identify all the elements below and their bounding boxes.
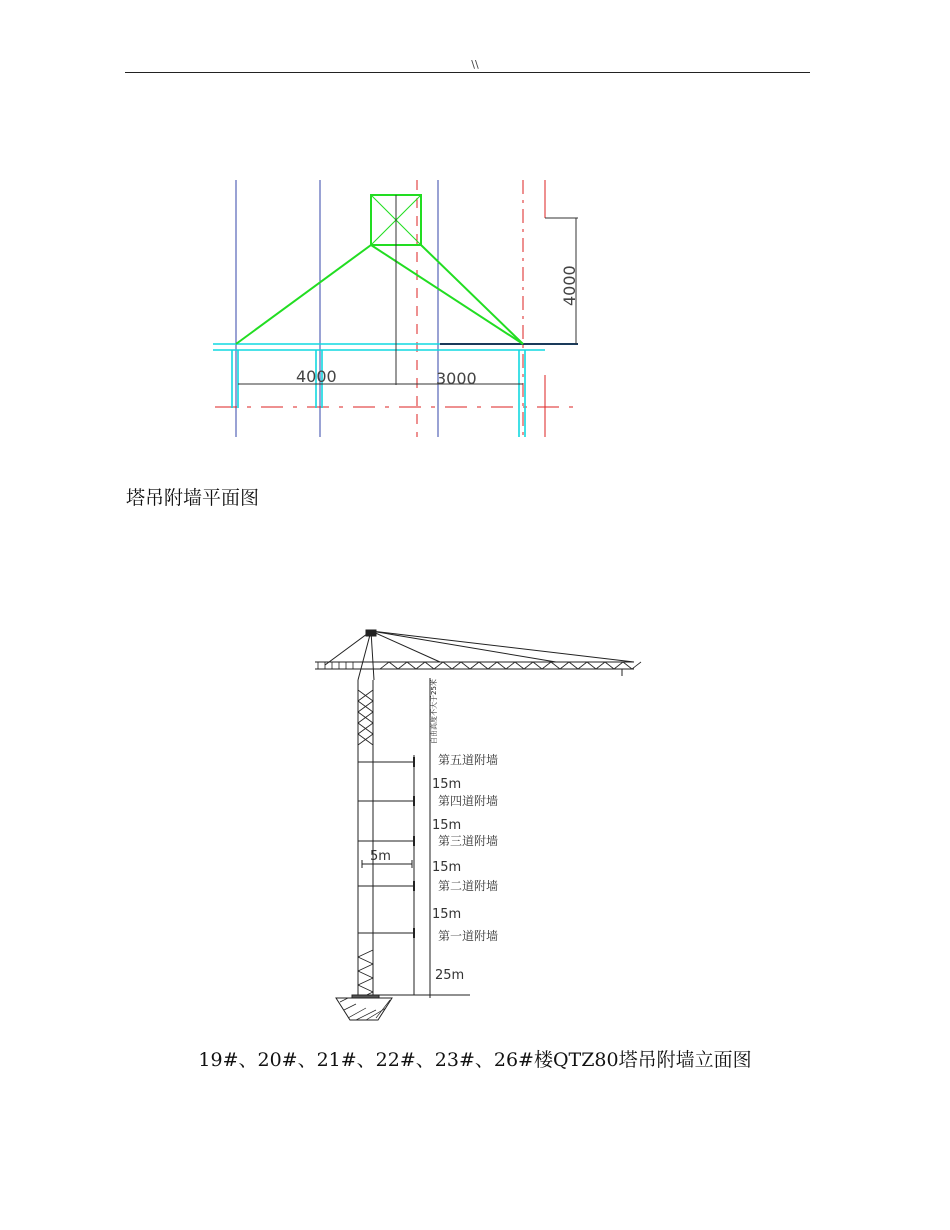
jib-lattice-member <box>596 662 605 669</box>
mast-lattice-member <box>358 964 373 971</box>
bottom-height-label: 25m <box>435 968 465 983</box>
elevation-caption: 19#、20#、21#、22#、23#、26#楼QTZ80塔吊附墙立面图 <box>198 1049 752 1071</box>
jib-lattice-member <box>515 662 524 669</box>
jib-lattice-member <box>506 662 515 669</box>
jib-lattice-member <box>443 662 452 669</box>
mast-lattice-member <box>358 950 373 957</box>
elevation-drawing <box>315 630 641 1020</box>
jib-lattice-member <box>488 662 497 669</box>
wall-label-2: 第二道附墙 <box>438 879 499 893</box>
jib-lattice <box>318 662 641 669</box>
boom-note: 自由高度不大于25米 <box>430 679 438 744</box>
wall-ties <box>358 762 414 933</box>
plan-wall <box>213 344 545 437</box>
spacing-label-1: 15m <box>432 777 462 792</box>
jib-lattice-member <box>425 662 434 669</box>
mast-lattice-member <box>358 957 373 964</box>
wall-label-5: 第五道附墙 <box>438 753 499 767</box>
jib-lattice-member <box>623 662 632 669</box>
jib-lattice-member <box>380 662 389 669</box>
plan-dimension-lines <box>238 218 578 384</box>
jib-lattice-member <box>389 662 398 669</box>
mast-lattice-member <box>358 985 373 992</box>
jib-lattice-member <box>461 662 470 669</box>
wall-distance-label: 5m <box>370 849 391 864</box>
jib-lattice-member <box>560 662 569 669</box>
wall-label-4: 第四道附墙 <box>438 794 499 808</box>
spacing-label-3: 15m <box>432 860 462 875</box>
jib-lattice-member <box>470 662 479 669</box>
jib-lattice-member <box>524 662 533 669</box>
mast-lattice-member <box>358 978 373 985</box>
mast-lattice <box>358 690 373 999</box>
jib-lattice-member <box>614 662 623 669</box>
plan-grid-lines <box>236 180 438 437</box>
plan-caption: 塔吊附墙平面图 <box>126 487 260 509</box>
jib-lattice-member <box>407 662 416 669</box>
jib-lattice-member <box>578 662 587 669</box>
mast-lattice-member <box>358 971 373 978</box>
jib-lattice-member <box>605 662 614 669</box>
spacing-label-4: 15m <box>432 907 462 922</box>
jib-lattice-member <box>551 662 560 669</box>
plan-dim-right: 3000 <box>436 369 477 388</box>
plan-dim-left: 4000 <box>296 367 337 386</box>
jib-lattice-member <box>416 662 425 669</box>
jib-lattice-member <box>479 662 488 669</box>
jib-lattice-member <box>533 662 542 669</box>
jib-lattice-member <box>542 662 551 669</box>
plan-drawing <box>213 180 579 437</box>
plan-dim-offset: 4000 <box>560 265 579 306</box>
wall-label-3: 第三道附墙 <box>438 834 499 848</box>
jib-lattice-member <box>497 662 506 669</box>
jib-lattice-member <box>569 662 578 669</box>
plan-tower-mast <box>236 195 523 344</box>
jib-lattice-member <box>398 662 407 669</box>
jib-lattice-member <box>632 662 641 669</box>
jib-lattice-member <box>434 662 443 669</box>
header-mark: \\ <box>471 58 479 71</box>
crane-apex <box>325 630 634 680</box>
wall-label-1: 第一道附墙 <box>438 929 499 943</box>
jib-lattice-member <box>452 662 461 669</box>
jib-lattice-member <box>587 662 596 669</box>
crane-base <box>336 995 392 1020</box>
spacing-label-2: 15m <box>432 818 462 833</box>
